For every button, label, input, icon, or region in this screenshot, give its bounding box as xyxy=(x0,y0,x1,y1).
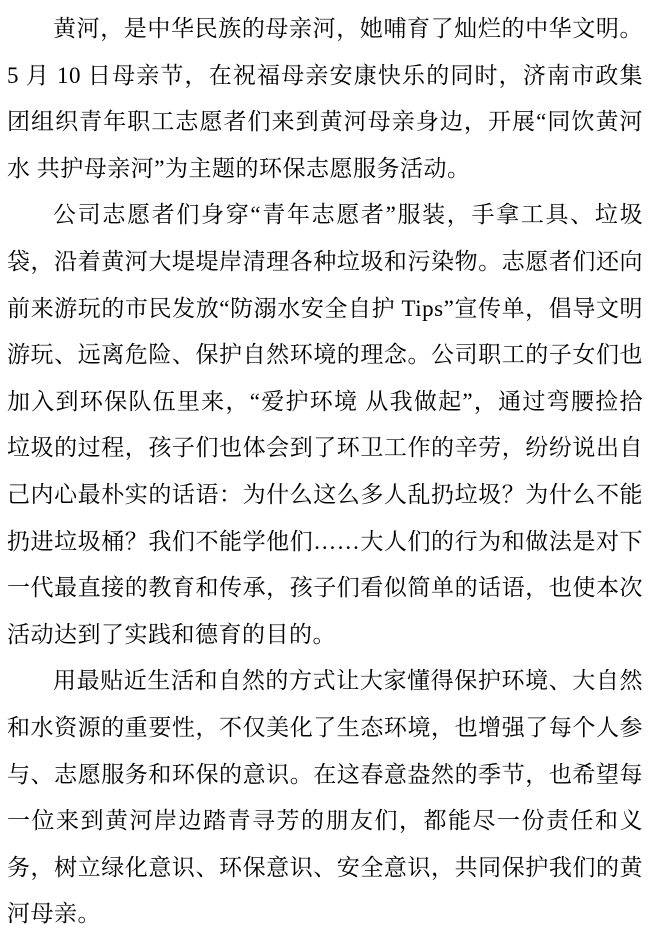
paragraph: 黄河，是中华民族的母亲河，她哺育了灿烂的中华文明。5 月 10 日母亲节，在祝福母亲安康快乐的同时，济南市政集团组织青年职工志愿者们来到黄河母亲身边，开展“同饮黄河水 共护母亲河”为主题的环保志愿服务活动。 xyxy=(7,16,643,181)
document-body xyxy=(7,6,643,932)
paragraph: 用最贴近生活和自然的方式让大家懂得保护环境、大自然和水资源的重要性，不仅美化了生态环境，也增强了每个人参与、志愿服务和环保的意识。在这春意盎然的季节，也希望每一位来到黄河岸边踏青寻芳的朋友们，都能尽一份责任和义务，树立绿化意识、环保意识、安全意识，共同保护我们的黄河母亲。 xyxy=(7,668,643,927)
paragraph: 公司志愿者们身穿“青年志愿者”服装，手拿工具、垃圾袋，沿着黄河大堤堤岸清理各种垃圾和污染物。志愿者们还向前来游玩的市民发放“防溺水安全自护 Tips”宣传单，倡导文明游玩、远离危险、保护自然环境的理念。公司职工的子女们也加入到环保队伍里来，“爱护环境 从我做起”，通过弯腰捡拾垃圾的过程，孩子们也体会到了环卫工作的辛劳，纷纷说出自己内心最朴实的话语：为什么这么多人乱扔垃圾？为什么不能扔进垃圾桶？我们不能学他们……大人们的行为和做法是对下一代最直接的教育和传承，孩子们看似简单的话语，也使本次活动达到了实践和德育的目的。 xyxy=(7,202,643,647)
